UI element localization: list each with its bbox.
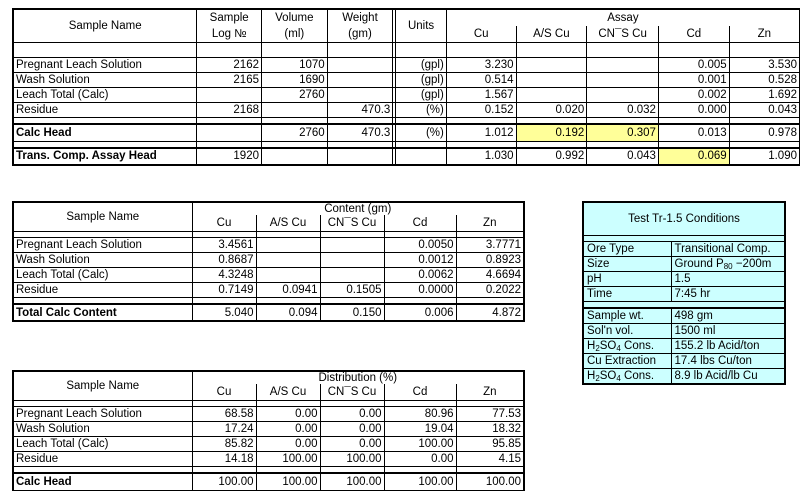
cell-as-cu: 0.094 — [256, 304, 320, 321]
cell-as-cu — [256, 253, 320, 268]
spacer-row — [13, 43, 800, 58]
cell-cns-cu: 0.1505 — [320, 283, 384, 298]
cell-cd: 80.96 — [384, 407, 456, 422]
row-name: Wash Solution — [13, 73, 197, 88]
cell-zn: 0.043 — [729, 103, 800, 118]
header-zn: Zn — [729, 26, 800, 43]
condition-row — [583, 287, 785, 302]
header-as-cu: A/S Cu — [256, 215, 320, 232]
label-subscript: 2 — [595, 344, 600, 353]
table-row — [13, 437, 524, 452]
cell-log — [197, 88, 262, 103]
condition-label — [583, 369, 671, 385]
cell-weight — [327, 148, 393, 165]
header-weight: Weight — [327, 9, 393, 26]
row-name: Residue — [13, 283, 192, 298]
header-sample-name: Sample Name — [13, 9, 197, 43]
condition-label: Sol'n vol. — [583, 324, 671, 339]
cell-cu: 1.030 — [446, 148, 516, 165]
cell-cns-cu: 100.00 — [320, 452, 384, 467]
condition-value: 8.9 lb Acid/lb Cu — [671, 369, 785, 385]
row-name: Leach Total (Calc) — [13, 268, 192, 283]
condition-label: Sample wt. — [583, 308, 671, 324]
assay-head-row — [13, 148, 800, 165]
cell-as-cu: 0.020 — [516, 103, 587, 118]
cell-weight — [327, 88, 393, 103]
cell-cd: 100.00 — [384, 473, 456, 490]
value-text: Ground P — [674, 258, 724, 270]
cell-cns-cu — [320, 268, 384, 283]
condition-label: Cu Extraction — [583, 354, 671, 369]
value-subscript: 80 — [723, 262, 733, 271]
cell-volume — [262, 103, 328, 118]
row-name: Total Calc Content — [13, 304, 192, 321]
total-row — [13, 304, 524, 321]
cell-cd: 0.002 — [658, 88, 729, 103]
table-row — [13, 58, 800, 73]
cell-cns-cu: 0.150 — [320, 304, 384, 321]
cell-zn: 3.7771 — [456, 238, 524, 253]
cell-cd: 0.000 — [658, 103, 729, 118]
condition-value: Transitional Comp. — [671, 242, 785, 257]
condition-row — [583, 272, 785, 287]
cell-cns-cu: 0.00 — [320, 422, 384, 437]
cell-cns-cu — [587, 58, 659, 73]
condition-row — [583, 339, 785, 354]
header-cd: Cd — [384, 215, 456, 232]
cell-units: (%) — [396, 124, 447, 141]
header-as-cu: A/S Cu — [256, 384, 320, 401]
condition-label: Time — [583, 287, 671, 302]
condition-label: pH — [583, 272, 671, 287]
condition-label: Size — [583, 257, 671, 272]
row-name: Calc Head — [13, 124, 197, 141]
header-content-group: Content (gm) — [192, 202, 524, 215]
cell-zn: 0.2022 — [456, 283, 524, 298]
cell-cd: 0.0000 — [384, 283, 456, 298]
cell-cu: 1.567 — [446, 88, 516, 103]
label-subscript: 4 — [616, 344, 621, 353]
cell-cd: 19.04 — [384, 422, 456, 437]
cell-zn: 4.15 — [456, 452, 524, 467]
table-row — [13, 283, 524, 298]
label-text: Cons. — [620, 340, 655, 352]
cell-zn: 0.8923 — [456, 253, 524, 268]
cell-log: 2168 — [197, 103, 262, 118]
row-name: Pregnant Leach Solution — [13, 407, 192, 422]
value-text: −200m — [732, 258, 772, 270]
row-name: Leach Total (Calc) — [13, 88, 197, 103]
cell-log — [197, 124, 262, 141]
cell-as-cu — [256, 268, 320, 283]
header-sample-name: Sample Name — [13, 371, 192, 401]
label-subscript: 2 — [595, 374, 600, 383]
cell-cd: 0.013 — [658, 124, 729, 141]
cell-cu: 4.3248 — [192, 268, 256, 283]
cell-cu: 14.18 — [192, 452, 256, 467]
cell-cd: 0.00 — [384, 452, 456, 467]
cell-cu: 1.012 — [446, 124, 516, 141]
header-cns-cu: CN¯S Cu — [320, 384, 384, 401]
cell-cns-cu — [320, 238, 384, 253]
header-cu: Cu — [192, 215, 256, 232]
cell-cd-highlighted: 0.069 — [658, 148, 729, 165]
cell-weight — [327, 58, 393, 73]
header-zn: Zn — [456, 215, 524, 232]
condition-label — [583, 339, 671, 354]
cell-units: (%) — [396, 103, 447, 118]
cell-cu: 17.24 — [192, 422, 256, 437]
header-cd: Cd — [658, 26, 729, 43]
cell-volume — [262, 148, 328, 165]
cell-zn: 77.53 — [456, 407, 524, 422]
condition-row — [583, 257, 785, 272]
condition-value: 155.2 lb Acid/ton — [671, 339, 785, 354]
condition-value: 7:45 hr — [671, 287, 785, 302]
table-row — [13, 452, 524, 467]
cell-as-cu: 100.00 — [256, 473, 320, 490]
cell-cd: 0.0012 — [384, 253, 456, 268]
cell-cu: 3.230 — [446, 58, 516, 73]
cell-as-cu-highlighted: 0.192 — [516, 124, 587, 141]
condition-value — [671, 257, 785, 272]
distribution-table — [12, 370, 525, 491]
cell-as-cu: 0.00 — [256, 422, 320, 437]
cell-zn: 4.872 — [456, 304, 524, 321]
label-subscript: 4 — [616, 374, 621, 383]
header-sample-log: Sample — [197, 9, 262, 26]
table-row — [13, 407, 524, 422]
header-assay-group: Assay — [446, 9, 800, 26]
cell-cns-cu: 0.043 — [587, 148, 659, 165]
cell-cns-cu — [587, 88, 659, 103]
condition-row — [583, 354, 785, 369]
condition-value: 1500 ml — [671, 324, 785, 339]
header-volume-2: (ml) — [262, 26, 328, 43]
condition-row — [583, 242, 785, 257]
cell-cd: 0.006 — [384, 304, 456, 321]
table-row — [13, 73, 800, 88]
cell-cd: 0.0050 — [384, 238, 456, 253]
cell-cu: 3.4561 — [192, 238, 256, 253]
cell-as-cu — [516, 73, 587, 88]
header-sample-name: Sample Name — [13, 202, 192, 232]
cell-cu: 0.514 — [446, 73, 516, 88]
table-row — [13, 88, 800, 103]
cell-as-cu: 100.00 — [256, 452, 320, 467]
cell-log: 2165 — [197, 73, 262, 88]
conditions-title: Test Tr-1.5 Conditions — [583, 202, 785, 236]
table-row — [13, 238, 524, 253]
row-name: Wash Solution — [13, 422, 192, 437]
cell-cu: 0.7149 — [192, 283, 256, 298]
cell-volume: 2760 — [262, 124, 328, 141]
cell-volume: 2760 — [262, 88, 328, 103]
table-row — [13, 268, 524, 283]
cell-zn: 3.530 — [729, 58, 800, 73]
cell-as-cu — [516, 58, 587, 73]
calc-head-row — [13, 124, 800, 141]
cell-as-cu: 0.0941 — [256, 283, 320, 298]
cell-log: 1920 — [197, 148, 262, 165]
condition-value: 1.5 — [671, 272, 785, 287]
cell-cu: 5.040 — [192, 304, 256, 321]
condition-row — [583, 324, 785, 339]
cell-as-cu: 0.992 — [516, 148, 587, 165]
label-text: H — [587, 370, 596, 382]
row-name: Residue — [13, 103, 197, 118]
row-name: Wash Solution — [13, 253, 192, 268]
header-cu: Cu — [192, 384, 256, 401]
cell-cd: 0.001 — [658, 73, 729, 88]
calc-head-row-partial — [13, 473, 524, 490]
cell-cu: 85.82 — [192, 437, 256, 452]
cell-cns-cu: 100.00 — [320, 473, 384, 490]
cell-zn: 0.978 — [729, 124, 800, 141]
cell-cu: 0.8687 — [192, 253, 256, 268]
cell-cu: 68.58 — [192, 407, 256, 422]
cell-zn: 100.00 — [456, 473, 524, 490]
label-text: SO — [599, 370, 617, 382]
content-table — [12, 201, 525, 322]
header-cns-cu: CN¯S Cu — [320, 215, 384, 232]
header-cu: Cu — [446, 26, 516, 43]
row-name: Pregnant Leach Solution — [13, 238, 192, 253]
cell-as-cu: 0.00 — [256, 437, 320, 452]
condition-row — [583, 308, 785, 324]
assay-table — [12, 8, 800, 166]
cell-cu: 100.00 — [192, 473, 256, 490]
cell-cd: 100.00 — [384, 437, 456, 452]
cell-zn: 18.32 — [456, 422, 524, 437]
cell-cns-cu-highlighted: 0.307 — [587, 124, 659, 141]
cell-cns-cu — [320, 253, 384, 268]
cell-weight: 470.3 — [327, 124, 393, 141]
cell-units — [396, 148, 447, 165]
cell-cd: 0.0062 — [384, 268, 456, 283]
cell-units: (gpl) — [396, 88, 447, 103]
table-row — [13, 103, 800, 118]
row-name: Trans. Comp. Assay Head — [13, 148, 197, 165]
cell-cns-cu: 0.00 — [320, 407, 384, 422]
header-weight-2: (gm) — [327, 26, 393, 43]
conditions-table — [582, 201, 786, 385]
header-as-cu: A/S Cu — [516, 26, 587, 43]
cell-cu: 0.152 — [446, 103, 516, 118]
cell-weight — [327, 73, 393, 88]
cell-zn: 1.692 — [729, 88, 800, 103]
header-volume: Volume — [262, 9, 328, 26]
header-sample-log-2: Log № — [197, 26, 262, 43]
header-zn: Zn — [456, 384, 524, 401]
row-name: Leach Total (Calc) — [13, 437, 192, 452]
cell-log: 2162 — [197, 58, 262, 73]
condition-row — [583, 369, 785, 385]
header-distribution-group: Distribution (%) — [192, 371, 524, 384]
condition-label: Ore Type — [583, 242, 671, 257]
table-row — [13, 253, 524, 268]
label-text: Cons. — [620, 370, 655, 382]
cell-volume: 1070 — [262, 58, 328, 73]
cell-zn: 1.090 — [729, 148, 800, 165]
cell-as-cu: 0.00 — [256, 407, 320, 422]
cell-zn: 0.528 — [729, 73, 800, 88]
label-text: H — [587, 340, 596, 352]
cell-units: (gpl) — [396, 58, 447, 73]
row-name: Calc Head — [13, 473, 192, 490]
header-cns-cu: CN¯S Cu — [587, 26, 659, 43]
header-units: Units — [396, 9, 447, 43]
cell-as-cu — [256, 238, 320, 253]
row-name: Residue — [13, 452, 192, 467]
cell-zn: 4.6694 — [456, 268, 524, 283]
cell-cns-cu: 0.00 — [320, 437, 384, 452]
cell-cd: 0.005 — [658, 58, 729, 73]
cell-volume: 1690 — [262, 73, 328, 88]
cell-zn: 95.85 — [456, 437, 524, 452]
row-name: Pregnant Leach Solution — [13, 58, 197, 73]
table-row — [13, 422, 524, 437]
cell-units: (gpl) — [396, 73, 447, 88]
condition-value: 17.4 lbs Cu/ton — [671, 354, 785, 369]
cell-weight: 470.3 — [327, 103, 393, 118]
cell-cns-cu — [587, 73, 659, 88]
condition-value: 498 gm — [671, 308, 785, 324]
cell-as-cu — [516, 88, 587, 103]
label-text: SO — [599, 340, 617, 352]
header-cd: Cd — [384, 384, 456, 401]
cell-cns-cu: 0.032 — [587, 103, 659, 118]
